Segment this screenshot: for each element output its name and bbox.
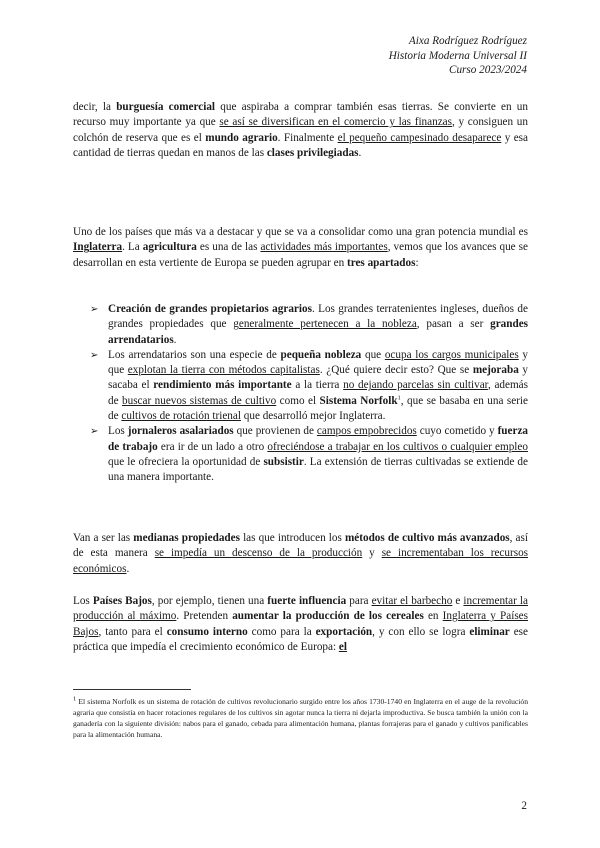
paragraph-1	[73, 100, 528, 161]
text-run: . La	[122, 241, 143, 254]
header-year: Curso 2023/2024	[448, 64, 527, 77]
bold-text: rendimiento más importante	[153, 379, 292, 392]
header-course: Historia Moderna Universal II	[388, 49, 527, 62]
underlined-text: campos empobrecidos	[316, 425, 417, 438]
text-run: era ir de un lado a otro	[157, 440, 268, 453]
bold-text: Sistema Norfolk	[319, 394, 398, 407]
text-run: que le ofreciera la oportunidad de	[108, 455, 264, 468]
bold-text: jornaleros asalariados	[127, 425, 234, 438]
bold-text: aumentar la producción de los cereales	[232, 610, 424, 623]
text-run: y sacaba el	[108, 364, 529, 392]
header-author: Aixa Rodríguez Rodríguez	[408, 35, 527, 47]
bold-text: grandes arrendatarios	[108, 318, 529, 346]
underlined-text: se impedía un descenso de la producción	[154, 547, 363, 560]
bold-underlined-text: Inglaterra	[73, 241, 123, 254]
text-run: y que	[108, 348, 529, 377]
bold-text: clases privilegiadas	[266, 146, 359, 159]
text-run: , tanto para el	[98, 625, 167, 638]
text-run: Van a ser las	[73, 532, 134, 544]
text-run: :	[415, 256, 419, 269]
bold-text: agricultura	[142, 241, 197, 254]
text-run: , además de	[108, 379, 529, 407]
text-run: que desarrolló mejor Inglaterra.	[240, 410, 386, 423]
text-run: . La extensión de tierras cultivadas se extiende de una manera importante.	[108, 455, 528, 484]
text-run: , por ejemplo, tienen una	[151, 595, 268, 607]
footnote-text: El sistema Norfolk es un sistema de rotación de cultivos revolucionario surgido entre los años 1730-1740 en Inglaterra en el auge de la revolución agraria que consistía en hacer rotaciones regulares de los cultivos sin agotar nunca la tierra ni dejarla improductiva. Se busca también la unión con la ganadería con la siguiente división: nabos para el ganado, cebada para alimentación humana, plantas forrajeras para el ganado y cultivos panificables para la alimentación humana.	[73, 697, 528, 739]
text-run: , que se basaba en una serie de	[108, 394, 529, 423]
text-run: que provienen de	[233, 425, 317, 438]
bold-text: medianas propiedades	[133, 532, 240, 544]
text-run: , vemos que los avances que se desarrollan en esta vertiente de Europa se pueden agrupar en	[73, 241, 528, 269]
text-run: es una de las	[196, 241, 261, 254]
bold-text: Creación de grandes propietarios agrarios	[108, 303, 312, 315]
underlined-text: ocupa los cargos municipales	[384, 348, 519, 361]
list-item	[90, 424, 528, 485]
bold-text: consumo interno	[166, 625, 248, 638]
underlined-text: cultivos de rotación trienal	[121, 410, 241, 423]
bold-text: eliminar	[469, 625, 510, 638]
text-run: .	[126, 562, 130, 575]
text-run: Uno de los países que más va a destacar y que se va a consolidar como una gran potencia mundial es	[73, 226, 528, 238]
text-run: .	[173, 333, 177, 346]
arrow-bullet-icon: ➢	[90, 349, 99, 361]
bold-text: mejoraba	[472, 364, 519, 377]
arrow-bullet-icon: ➢	[90, 426, 99, 438]
text-run: , pasan a ser	[416, 318, 491, 331]
bold-text: Países Bajos	[92, 595, 152, 607]
bold-text: métodos de cultivo más avanzados	[344, 532, 510, 544]
text-run: . Pretenden	[176, 610, 233, 623]
underlined-text: Inglaterra y Países Bajos	[73, 610, 528, 638]
bold-underlined-text: el	[338, 640, 347, 653]
footnote-divider	[73, 689, 191, 690]
underlined-text: explotan la tierra con métodos capitalistas	[127, 364, 320, 377]
bold-text: subsistir	[263, 455, 304, 468]
list-item	[90, 348, 528, 424]
page-header	[389, 34, 527, 78]
underlined-text: ofreciéndose a trabajar en los cultivos o cualquier empleo	[267, 440, 528, 453]
text-run: , y consiguen un colchón de reserva que es el	[73, 116, 528, 144]
text-run: como el	[276, 394, 320, 407]
text-run: en	[423, 610, 443, 623]
bold-text: mundo agrario	[205, 131, 278, 144]
underlined-text: generalmente pertenecen a la nobleza	[233, 318, 417, 331]
text-run: decir, la	[73, 101, 117, 113]
underlined-text: se incrementaban los recursos económicos	[73, 547, 529, 575]
text-run: a la tierra	[291, 379, 344, 392]
text-run: , así de esta manera	[73, 532, 528, 560]
text-run: e	[452, 595, 464, 607]
underlined-text: se así se diversifican en el comercio y las finanzas	[219, 116, 452, 129]
text-run: . ¿Qué quiere decir esto? Que se	[319, 364, 473, 377]
text-run: . Finalmente	[277, 131, 338, 144]
text-run: las que introducen los	[239, 532, 345, 544]
text-run: .	[358, 146, 362, 159]
underlined-text: el pequeño campesinado desaparece	[337, 131, 502, 144]
footnote-mark: 1	[73, 695, 77, 703]
footnote	[73, 696, 528, 740]
bullet-list	[90, 302, 528, 486]
text-run: cuyo cometido y	[416, 425, 498, 438]
text-run: y esa cantidad de tierras quedan en manos de las	[73, 131, 528, 159]
text-run: ese práctica que impedía el crecimiento económico de Europa:	[73, 625, 528, 653]
bold-text: fuerza de trabajo	[108, 425, 529, 453]
page-number: 2	[521, 800, 527, 812]
paragraph-4	[73, 594, 528, 655]
underlined-text: no dejando parcelas sin cultivar	[343, 379, 488, 392]
bold-text: burguesía comercial	[116, 101, 216, 113]
text-run: como para la	[247, 625, 316, 638]
footnote-reference[interactable]: 1	[397, 394, 401, 402]
bold-text: tres apartados	[346, 256, 416, 269]
text-run: Los arrendatarios son una especie de	[108, 348, 281, 361]
underlined-text: buscar nuevos sistemas de cultivo	[122, 394, 277, 407]
text-run: Los	[73, 595, 93, 607]
paragraph-2	[73, 225, 528, 271]
underlined-text: incrementar la producción al máximo	[73, 595, 528, 623]
text-run: y	[362, 547, 382, 560]
text-run: que aspiraba a comprar también esas tierras. Se convierte en un recurso muy importante ya que	[73, 101, 528, 129]
text-run: , y con ello se logra	[372, 625, 470, 638]
bold-text: exportación	[315, 625, 373, 638]
paragraph-3	[73, 531, 528, 577]
underlined-text: actividades más importantes	[260, 241, 388, 254]
list-item	[90, 302, 528, 348]
bold-text: fuerte influencia	[267, 595, 347, 607]
text-run: . Los grandes terratenientes ingleses, dueños de grandes propiedades que	[108, 303, 528, 331]
text-run: que	[361, 348, 385, 361]
text-run: Los	[108, 425, 128, 438]
bold-text: pequeña nobleza	[280, 348, 362, 361]
text-run: para	[346, 595, 372, 607]
arrow-bullet-icon: ➢	[90, 304, 99, 315]
underlined-text: evitar el barbecho	[371, 595, 453, 607]
